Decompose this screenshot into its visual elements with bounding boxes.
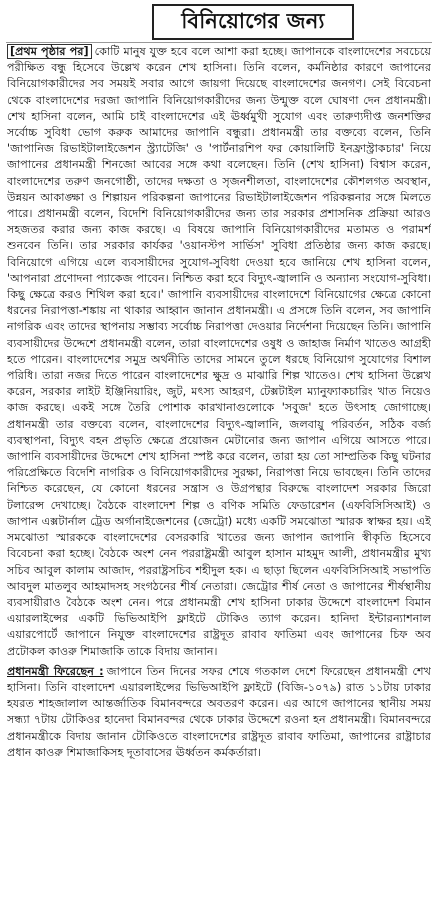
- paragraph-2: [7, 664, 431, 761]
- paragraph-1-text: কোটি মানুষ যুক্ত হবে বলে আশা করা হচ্ছে। জাপানকে বাংলাদেশের সবচেয়ে পরীক্ষিত বন্ধু হিসেবে উল্লেখ করেন শেখ হাসিনা। তিনি বলেন, কর্মনিষ্ঠার কারণে জাপানের বিনিয়োগকারীদের সব সময়ই সবার আগে জায়গা দিয়েছে বাংলাদেশের জনগণ। সেই বিবেচনা থেকে বাংলাদেশের দরজা জাপানি বিনিয়োগকারীদের জন্য উন্মুক্ত বলে ঘোষণা দেন প্রধানমন্ত্রী। শেখ হাসিনা বলেন, আমি চাই বাংলাদেশের এই ঊর্ধ্বমুখী সুযোগ এবং তারুণ্যদীপ্ত জনশক্তির সর্বোচ্চ সুবিধা ভোগ করুক আমাদের জাপানি বন্ধুরা। প্রধানমন্ত্রী তার বক্তব্যে বলেন, তিনি 'জাপানিজ রিভাইটালাইজেশন স্ট্র্যাটেজি' ও 'পার্টনারশিপ ফর কোয়ালিটি ইনফ্রাস্ট্রাকচার' নিয়ে জাপানের প্রধানমন্ত্রী শিনজো আবের সঙ্গে কথা বলেছেন। তিনি (শেখ হাসিনা) বিশ্বাস করেন, বাংলাদেশের তরুণ জনগোষ্ঠী, তাদের দক্ষতা ও সৃজনশীলতা, বাংলাদেশের কৌশলগত অবস্থান, উন্নয়ন আকাঙ্ক্ষা ও শিল্পায়ন পরিকল্পনা জাপানের রিভাইটালাইজেশন পরিকল্পনার সঙ্গে মিলতে পারে। প্রধানমন্ত্রী বলেন, বিদেশি বিনিয়োগকারীদের জন্য তার সরকার প্রশাসনিক প্রক্রিয়া আরও সহজতর করার জন্য কাজ করছে। এ বিষয়ে জাপানি বিনিয়োগকারীদের মতামত ও পরামর্শ শুনবেন তিনি। তার সরকার কার্যকর 'ওয়ানস্টপ সার্ভিস' সুবিধা প্রতিষ্ঠার জন্য কাজ করছে। বিনিয়োগে এগিয়ে এলে ব্যবসায়ীদের সুযোগ-সুবিধা দেওয়া হবে জানিয়ে শেখ হাসিনা বলেন, 'আপনারা প্রণোদনা প্যাকেজ পাবেন। নিশ্চিত করা হবে বিদ্যুৎ-জ্বালানি ও অন্যান্য সংযোগ-সুবিধা। কিছু ক্ষেত্রে করও শিথিল করা হবে।' জাপানি ব্যবসায়ীদের বাংলাদেশে বিনিয়োগের ক্ষেত্রে কোনো ধরনের নিরাপত্তা-শঙ্কায় না থাকার আহ্বান জানান প্রধানমন্ত্রী। এ প্রসঙ্গে তিনি বলেন, সব জাপানি নাগরিক এবং তাদের স্থাপনায় সম্ভাব্য সর্বোচ্চ নিরাপত্তা দেওয়ার নির্দেশনা দিয়েছেন তিনি। জাপানি ব্যবসায়ীদের উদ্দেশে প্রধানমন্ত্রী বলেন, তারা বাংলাদেশের ওষুধ ও জাহাজ নির্মাণ খাতেও আগ্রহী হতে পারেন। বাংলাদেশের সমুদ্র অর্থনীতি তাদের সামনে তুলে ধরছে বিনিয়োগ সুযোগের বিশাল পরিধি। তারা নজর দিতে পারেন বাংলাদেশের ক্ষুদ্র ও মাঝারি শিল্প খাতেও। শেখ হাসিনা উল্লেখ করেন, সরকার লাইট ইঞ্জিনিয়ারিং, জুট, মৎস্য আহরণ, টেক্সটাইল ম্যানুফ্যাকচারিং খাত নিয়েও কাজ করছে। একই সঙ্গে তৈরি পোশাক কারখানাগুলোকে 'সবুজ' হতে উৎসাহ জোগাচ্ছে। প্রধানমন্ত্রী তার বক্তব্যে বলেন, বাংলাদেশের বিদ্যুৎ-জ্বালানি, জলবায়ু পরিবর্তন, সঠিক বর্জ্য ব্যবস্থাপনা, বিদ্যুৎ বহন প্রভৃতি ক্ষেত্রে প্রয়োজন মেটানোর জন্য জাপান এগিয়ে আসতে পারে। জাপানি ব্যবসায়ীদের উদ্দেশে শেখ হাসিনা স্পষ্ট করে বলেন, তারা হয় তো সাম্প্রতিক কিছু ঘটনার পরিপ্রেক্ষিতে বিদেশি নাগরিক ও বিনিয়োগকারীদের সুরক্ষা, নিরাপত্তা নিয়ে ভাবছেন। তিনি তাদের নিশ্চিত করেছেন, যে কোনো ধরনের সন্ত্রাস ও উগ্রপন্থার বিরুদ্ধে বাংলাদেশ সরকার জিরো টলারেন্স দেখাচ্ছে। বৈঠকে বাংলাদেশ শিল্প ও বণিক সমিতি ফেডারেশন (এফবিসিসিআই) ও জাপান এক্সটার্নাল ট্রেড অর্গানাইজেশনের (জেট্রো) মধ্যে একটি সমঝোতা স্মারক স্বাক্ষর হয়। এই সমঝোতা স্মারককে বাংলাদেশের বেসরকারি খাতের জন্য জাপান জাপানি স্বীকৃতি হিসেবে বিবেচনা করা হচ্ছে। বৈঠকে অংশ নেন পররাষ্ট্রমন্ত্রী আবুল হাসান মাহমুদ আলী, প্রধানমন্ত্রীর মুখ্য সচিব আবুল কালাম আজাদ, পররাষ্ট্রসচিব শহীদুল হক। এ ছাড়া ছিলেন এফবিসিসিআই সভাপতি আবদুল মাতলুব আহমাদসহ সংগঠনের শীর্ষ নেতারা। জেট্রোর শীর্ষ নেতা ও জাপানের শীর্ষস্থানীয় ব্যবসায়ীরাও বৈঠকে অংশ নেন। পরে প্রধানমন্ত্রী শেখ হাসিনা ঢাকার উদ্দেশে বাংলাদেশ বিমান এয়ারলাইন্সের একটি ভিভিআইপি ফ্লাইটে টোকিও ত্যাগ করেন। হানিদা ইন্টারন্যাশনাল এয়ারপোর্টে জাপানে নিযুক্ত বাংলাদেশের রাষ্ট্রদূত রাবাব ফাতিমা এবং জাপানের চিফ অব প্রটোকল কাওরু শিমাজাকি তাকে বিদায় জানান।: [7, 45, 431, 658]
- headline-box: [152, 4, 354, 40]
- article-body: [7, 44, 431, 894]
- headline: বিনিয়োগের জন্য: [181, 8, 325, 33]
- continued-from-label: [প্রথম পৃষ্ঠার পর]: [7, 44, 92, 59]
- paragraph-1: [7, 44, 431, 660]
- paragraph-2-text: জাপানে তিন দিনের সফর শেষে গতকাল দেশে ফিরেছেন প্রধানমন্ত্রী শেখ হাসিনা। তিনি বাংলাদেশ এয়ারলাইন্সের ভিভিআইপি ফ্লাইটে (বিজি-১০৭৯) রাত ১১টায় ঢাকার হযরত শাহজালাল আন্তর্জাতিক বিমানবন্দরে অবতরণ করেন। এর আগে জাপানের স্থানীয় সময় সন্ধ্যা ৭টায় টোকিওর হানেদা বিমানবন্দর থেকে ঢাকার উদ্দেশে রওনা হন প্রধানমন্ত্রী। বিমানবন্দরে প্রধানমন্ত্রীকে বিদায় জানান টোকিওতে বাংলাদেশের রাষ্ট্রদূত রাবাব ফাতিমা, জাপানের রাষ্ট্রাচার প্রধান কাওরু শিমাজাকিসহ দূতাবাসের ঊর্ধ্বতন কর্মকর্তারা।: [7, 664, 431, 759]
- divider: [6, 42, 432, 43]
- subheading: প্রধানমন্ত্রী ফিরেছেন :: [7, 664, 104, 678]
